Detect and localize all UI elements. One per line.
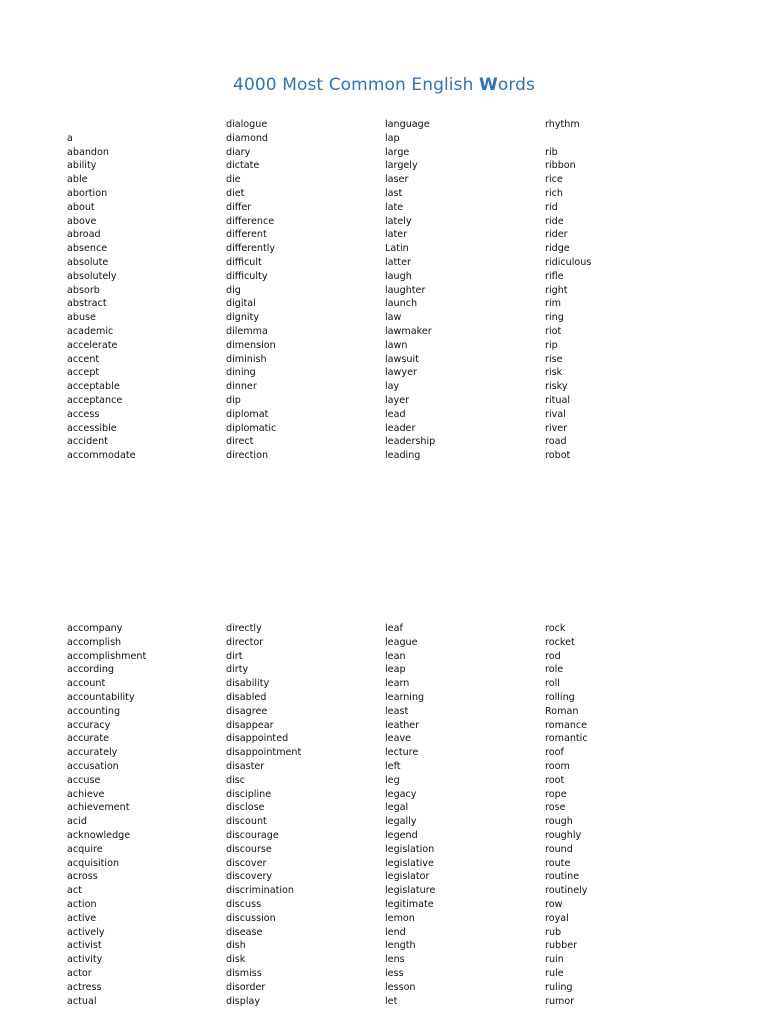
word-entry: learn xyxy=(385,678,410,690)
word-entry: Latin xyxy=(385,243,409,255)
word-entry: acid xyxy=(67,816,87,828)
word-entry: legacy xyxy=(385,788,417,800)
word-entry: ridiculous xyxy=(545,256,592,268)
word-entry: legislation xyxy=(385,843,435,855)
word-entry: layer xyxy=(385,394,410,406)
word-entry: disease xyxy=(226,926,263,938)
word-entry: largely xyxy=(385,160,418,172)
word-entry: disappointment xyxy=(226,747,302,759)
word-entry: dignity xyxy=(226,312,260,324)
word-entry: lawyer xyxy=(385,367,417,379)
word-entry: rolling xyxy=(545,691,575,703)
word-entry: abstract xyxy=(67,298,107,310)
word-entry: disaster xyxy=(226,760,265,772)
word-entry: leave xyxy=(385,733,412,745)
word-entry: difference xyxy=(226,215,275,227)
word-entry: diary xyxy=(226,146,251,158)
word-entry: differently xyxy=(226,243,276,255)
word-entry: accompany xyxy=(67,623,123,634)
word-entry: accessible xyxy=(67,422,117,434)
word-entry: least xyxy=(385,705,409,717)
word-entry: laser xyxy=(385,174,409,186)
word-entry: actual xyxy=(67,995,97,1007)
word-entry: disability xyxy=(226,678,270,690)
word-entry: royal xyxy=(545,912,569,924)
word-entry: disappear xyxy=(226,719,274,731)
word-entry: leadership xyxy=(385,436,436,448)
word-entry: academic xyxy=(67,325,114,337)
word-entry: large xyxy=(385,146,410,158)
word-entry: action xyxy=(67,898,97,910)
word-entry: dilemma xyxy=(226,325,268,337)
word-entry: abroad xyxy=(67,229,101,241)
word-entry: legal xyxy=(385,802,409,814)
word-entry: accountability xyxy=(67,691,135,703)
word-entry: league xyxy=(385,636,418,648)
word-entry: roll xyxy=(545,678,560,690)
word-entry: laughter xyxy=(385,284,426,296)
word-entry: dirt xyxy=(226,650,243,662)
word-entry: risky xyxy=(545,381,568,393)
word-column-3 xyxy=(385,118,435,463)
word-entry: disagree xyxy=(226,705,268,717)
word-entry: language xyxy=(385,119,430,130)
word-entry: diplomatic xyxy=(226,422,277,434)
word-entry: discourse xyxy=(226,843,272,855)
word-entry: different xyxy=(226,229,267,241)
word-entry: legitimate xyxy=(385,898,434,910)
word-entry: rival xyxy=(545,408,566,420)
word-entry: lemon xyxy=(385,912,415,924)
word-entry: difficult xyxy=(226,256,262,268)
word-entry: launch xyxy=(385,298,418,310)
word-entry: disabled xyxy=(226,691,267,703)
word-entry: let xyxy=(385,995,398,1007)
word-entry: rocket xyxy=(545,636,575,648)
word-entry: legally xyxy=(385,816,417,828)
word-entry: lawmaker xyxy=(385,325,432,337)
word-entry: dinner xyxy=(226,381,257,393)
word-entry: acceptance xyxy=(67,394,123,406)
word-entry: rose xyxy=(545,802,566,814)
word-entry: dish xyxy=(226,940,246,952)
word-entry: directly xyxy=(226,623,262,634)
word-entry: activity xyxy=(67,954,103,966)
word-entry: accomplishment xyxy=(67,650,147,662)
word-entry: active xyxy=(67,912,97,924)
word-entry: rider xyxy=(545,229,568,241)
word-entry: achieve xyxy=(67,788,105,800)
title-text: 4000 Most Common English xyxy=(233,75,479,95)
word-entry: learning xyxy=(385,691,425,703)
word-entry: later xyxy=(385,229,408,241)
word-entry: lawsuit xyxy=(385,353,419,365)
word-entry: rip xyxy=(545,339,558,351)
word-entry xyxy=(67,118,136,132)
word-entry: accuse xyxy=(67,774,101,786)
word-entry: last xyxy=(385,187,403,199)
word-entry: routine xyxy=(545,871,580,883)
word-entry: diet xyxy=(226,187,245,199)
word-entry: dimension xyxy=(226,339,276,351)
word-column-2 xyxy=(226,118,276,463)
word-entry: roughly xyxy=(545,829,582,841)
word-column-2 xyxy=(226,622,301,1008)
word-entry: rock xyxy=(545,623,566,634)
word-entry: dig xyxy=(226,284,241,296)
word-entry: discovery xyxy=(226,871,273,883)
word-entry: above xyxy=(67,215,97,227)
word-entry: accelerate xyxy=(67,339,118,351)
word-entry: rib xyxy=(545,146,558,158)
word-entry: absolutely xyxy=(67,270,117,282)
word-entry: accounting xyxy=(67,705,121,717)
word-entry: across xyxy=(67,871,98,883)
page-title xyxy=(0,75,768,95)
word-entry: lay xyxy=(385,381,400,393)
word-entry: about xyxy=(67,201,95,213)
word-entry: row xyxy=(545,898,563,910)
word-entry: late xyxy=(385,201,404,213)
word-entry: discipline xyxy=(226,788,272,800)
word-column-1 xyxy=(67,118,136,463)
word-entry: dirty xyxy=(226,664,249,676)
word-entry: rumor xyxy=(545,995,575,1007)
word-entry: activist xyxy=(67,940,102,952)
word-entry: absolute xyxy=(67,256,109,268)
word-entry: law xyxy=(385,312,402,324)
word-entry: actor xyxy=(67,967,92,979)
word-entry: ring xyxy=(545,312,564,324)
word-entry: lesson xyxy=(385,981,416,993)
word-entry: length xyxy=(385,940,416,952)
word-entry: accept xyxy=(67,367,100,379)
word-entry: display xyxy=(226,995,261,1007)
word-entry: rub xyxy=(545,926,562,938)
word-entry: achievement xyxy=(67,802,130,814)
word-entry: rice xyxy=(545,174,563,186)
word-entry: lens xyxy=(385,954,405,966)
word-entry: legislature xyxy=(385,885,436,897)
word-entry: rope xyxy=(545,788,567,800)
word-entry: leading xyxy=(385,450,421,462)
word-entry: rubber xyxy=(545,940,578,952)
word-entry: dismiss xyxy=(226,967,262,979)
word-entry: actively xyxy=(67,926,105,938)
word-entry: legislator xyxy=(385,871,430,883)
word-entry: absorb xyxy=(67,284,100,296)
word-entry: romantic xyxy=(545,733,588,745)
word-entry: accurate xyxy=(67,733,109,745)
word-entry: rich xyxy=(545,187,563,199)
word-entry: ability xyxy=(67,160,97,172)
word-entry: accurately xyxy=(67,747,118,759)
word-entry: digital xyxy=(226,298,256,310)
word-entry: acquisition xyxy=(67,857,120,869)
word-entry: director xyxy=(226,636,264,648)
word-entry: Roman xyxy=(545,705,579,717)
word-entry: riot xyxy=(545,325,562,337)
word-entry: dip xyxy=(226,394,241,406)
word-entry: dialogue xyxy=(226,119,268,130)
word-entry: diplomat xyxy=(226,408,269,420)
word-entry: lap xyxy=(385,132,400,144)
word-entry: risk xyxy=(545,367,563,379)
word-entry: rim xyxy=(545,298,561,310)
word-entry: rule xyxy=(545,967,564,979)
word-entry: discover xyxy=(226,857,267,869)
word-entry: legend xyxy=(385,829,418,841)
word-column-4 xyxy=(545,622,588,1008)
word-entry: able xyxy=(67,174,88,186)
word-entry: rid xyxy=(545,201,558,213)
word-entry: latter xyxy=(385,256,411,268)
word-entry: leg xyxy=(385,774,400,786)
word-entry: leap xyxy=(385,664,406,676)
word-entry: lead xyxy=(385,408,406,420)
word-entry: acknowledge xyxy=(67,829,131,841)
word-entry: roof xyxy=(545,747,564,759)
word-entry: dining xyxy=(226,367,256,379)
word-entry: difficulty xyxy=(226,270,268,282)
word-entry: leather xyxy=(385,719,420,731)
word-entry: river xyxy=(545,422,568,434)
word-entry: differ xyxy=(226,201,252,213)
word-entry: die xyxy=(226,174,241,186)
word-entry: accent xyxy=(67,353,100,365)
word-entry: root xyxy=(545,774,565,786)
word-entry: act xyxy=(67,885,82,897)
word-entry: accident xyxy=(67,436,108,448)
word-entry: round xyxy=(545,843,573,855)
word-entry: direction xyxy=(226,450,269,462)
word-entry: rhythm xyxy=(545,119,580,130)
word-entry: routinely xyxy=(545,885,588,897)
word-entry: disappointed xyxy=(226,733,289,745)
word-entry: leaf xyxy=(385,623,403,634)
title-text-rest: ords xyxy=(497,75,535,95)
word-entry: legislative xyxy=(385,857,434,869)
word-entry: road xyxy=(545,436,567,448)
word-entry: accusation xyxy=(67,760,119,772)
word-entry: lawn xyxy=(385,339,408,351)
word-column-4 xyxy=(545,118,591,463)
word-entry: ritual xyxy=(545,394,570,406)
word-entry: discuss xyxy=(226,898,262,910)
word-entry: role xyxy=(545,664,564,676)
word-entry: diminish xyxy=(226,353,267,365)
word-entry: lately xyxy=(385,215,412,227)
word-entry: a xyxy=(67,132,73,144)
word-entry: left xyxy=(385,760,401,772)
word-entry: room xyxy=(545,760,570,772)
word-entry: lecture xyxy=(385,747,419,759)
word-entry: abuse xyxy=(67,312,96,324)
word-entry: lean xyxy=(385,650,406,662)
word-entry: access xyxy=(67,408,100,420)
word-entry: romance xyxy=(545,719,588,731)
word-entry: route xyxy=(545,857,571,869)
word-entry: acquire xyxy=(67,843,103,855)
word-column-1 xyxy=(67,622,146,1008)
word-entry: discount xyxy=(226,816,267,828)
word-entry: according xyxy=(67,664,114,676)
word-entry: ruin xyxy=(545,954,564,966)
word-column-3 xyxy=(385,622,435,1008)
word-entry: leader xyxy=(385,422,416,434)
word-entry: rise xyxy=(545,353,563,365)
word-entry: accuracy xyxy=(67,719,111,731)
word-entry: abortion xyxy=(67,187,108,199)
word-entry: accomplish xyxy=(67,636,122,648)
word-entry: lend xyxy=(385,926,406,938)
word-entry: discourage xyxy=(226,829,279,841)
word-entry: discrimination xyxy=(226,885,294,897)
word-entry: diamond xyxy=(226,132,269,144)
word-entry: ribbon xyxy=(545,160,576,172)
word-entry: disclose xyxy=(226,802,265,814)
word-entry: robot xyxy=(545,450,571,462)
word-entry: rifle xyxy=(545,270,564,282)
word-entry: rough xyxy=(545,816,573,828)
word-entry: actress xyxy=(67,981,102,993)
word-entry: ridge xyxy=(545,243,570,255)
word-entry: less xyxy=(385,967,404,979)
word-entry: absence xyxy=(67,243,108,255)
word-entry: ruling xyxy=(545,981,573,993)
word-entry: dictate xyxy=(226,160,260,172)
word-entry: rod xyxy=(545,650,561,662)
word-entry: laugh xyxy=(385,270,412,282)
word-entry: ride xyxy=(545,215,564,227)
word-entry: accommodate xyxy=(67,450,136,462)
word-entry: disk xyxy=(226,954,246,966)
word-entry: abandon xyxy=(67,146,109,158)
word-entry: disc xyxy=(226,774,246,786)
word-entry: discussion xyxy=(226,912,276,924)
word-entry: right xyxy=(545,284,568,296)
word-entry: disorder xyxy=(226,981,266,993)
word-entry xyxy=(545,132,591,146)
word-entry: account xyxy=(67,678,106,690)
word-entry: direct xyxy=(226,436,254,448)
word-entry: acceptable xyxy=(67,381,120,393)
title-bold-letter: W xyxy=(478,75,498,95)
